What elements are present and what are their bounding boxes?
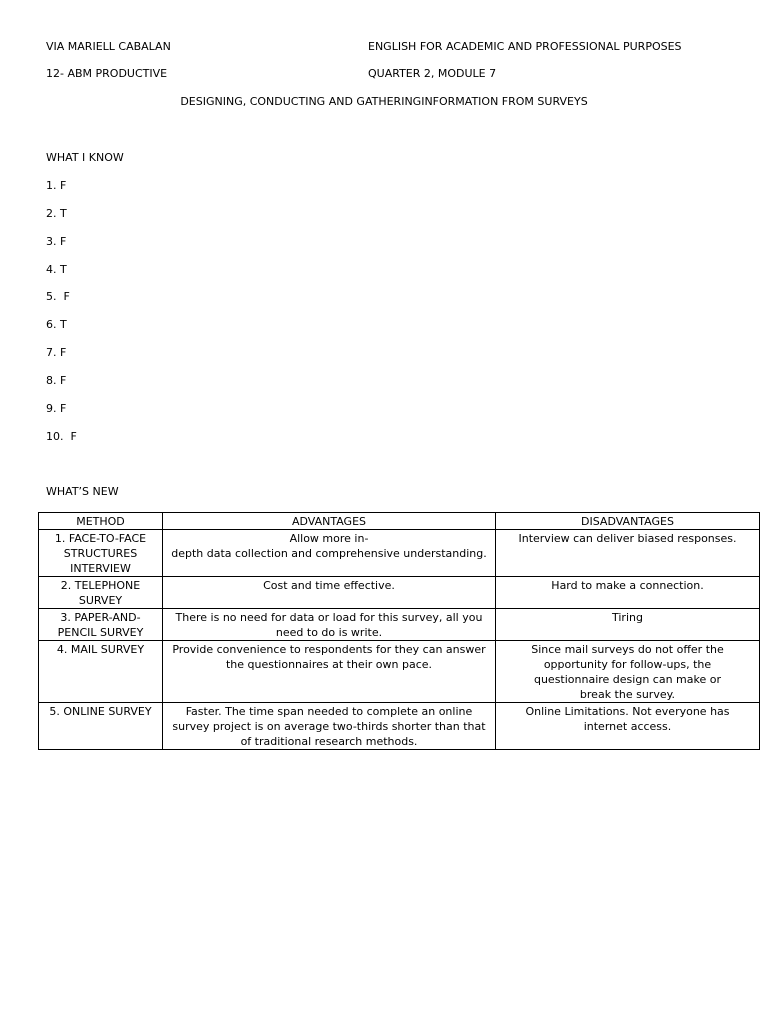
advantages-cell: Provide convenience to respondents for they can answer the questionnaires at their own pace. [163,641,496,703]
advantages-cell: Cost and time effective. [163,577,496,609]
answer-item: 8. F [46,374,67,387]
table-row [39,577,760,609]
answer-item: 3. F [46,235,67,248]
method-cell: 2. TELEPHONE SURVEY [39,577,163,609]
advantages-cell: Allow more in- depth data collection and comprehensive understanding. [163,530,496,577]
disadvantages-cell: Interview can deliver biased responses. [496,530,760,577]
method-cell: 3. PAPER-AND- PENCIL SURVEY [39,609,163,641]
student-section: 12- ABM PRODUCTIVE [46,67,168,80]
answer-item: 1. F [46,179,67,192]
answer-item: 9. F [46,402,67,415]
what-i-know-heading: WHAT I KNOW [46,151,124,164]
column-header-advantages: ADVANTAGES [163,513,496,530]
disadvantages-cell: Online Limitations. Not everyone has internet access. [496,703,760,750]
answer-item: 5. F [46,290,70,303]
advantages-cell: There is no need for data or load for this survey, all you need to do is write. [163,609,496,641]
method-cell: 4. MAIL SURVEY [39,641,163,703]
answer-item: 7. F [46,346,67,359]
advantages-cell: Faster. The time span needed to complete an online survey project is on average two-thirds shorter than that of traditional research methods. [163,703,496,750]
column-header-method: METHOD [39,513,163,530]
survey-methods-table [38,512,760,750]
disadvantages-cell: Since mail surveys do not offer the opportunity for follow-ups, the questionnaire design can make or break the survey. [496,641,760,703]
method-cell: 1. FACE-TO-FACE STRUCTURES INTERVIEW [39,530,163,577]
subject-title: ENGLISH FOR ACADEMIC AND PROFESSIONAL PURPOSES [368,40,682,53]
table-row [39,641,760,703]
student-name: VIA MARIELL CABALAN [46,40,171,53]
disadvantages-cell: Hard to make a connection. [496,577,760,609]
table-row [39,530,760,577]
answer-item: 10. F [46,430,77,443]
table-header-row [39,513,760,530]
disadvantages-cell: Tiring [496,609,760,641]
answer-item: 2. T [46,207,67,220]
answer-item: 6. T [46,318,67,331]
quarter-module: QUARTER 2, MODULE 7 [368,67,497,80]
answer-item: 4. T [46,263,67,276]
whats-new-heading: WHAT’S NEW [46,485,119,498]
table-row [39,609,760,641]
document-title: DESIGNING, CONDUCTING AND GATHERINGINFORMATION FROM SURVEYS [180,95,588,108]
method-cell: 5. ONLINE SURVEY [39,703,163,750]
column-header-disadvantages: DISADVANTAGES [496,513,760,530]
table-row [39,703,760,750]
